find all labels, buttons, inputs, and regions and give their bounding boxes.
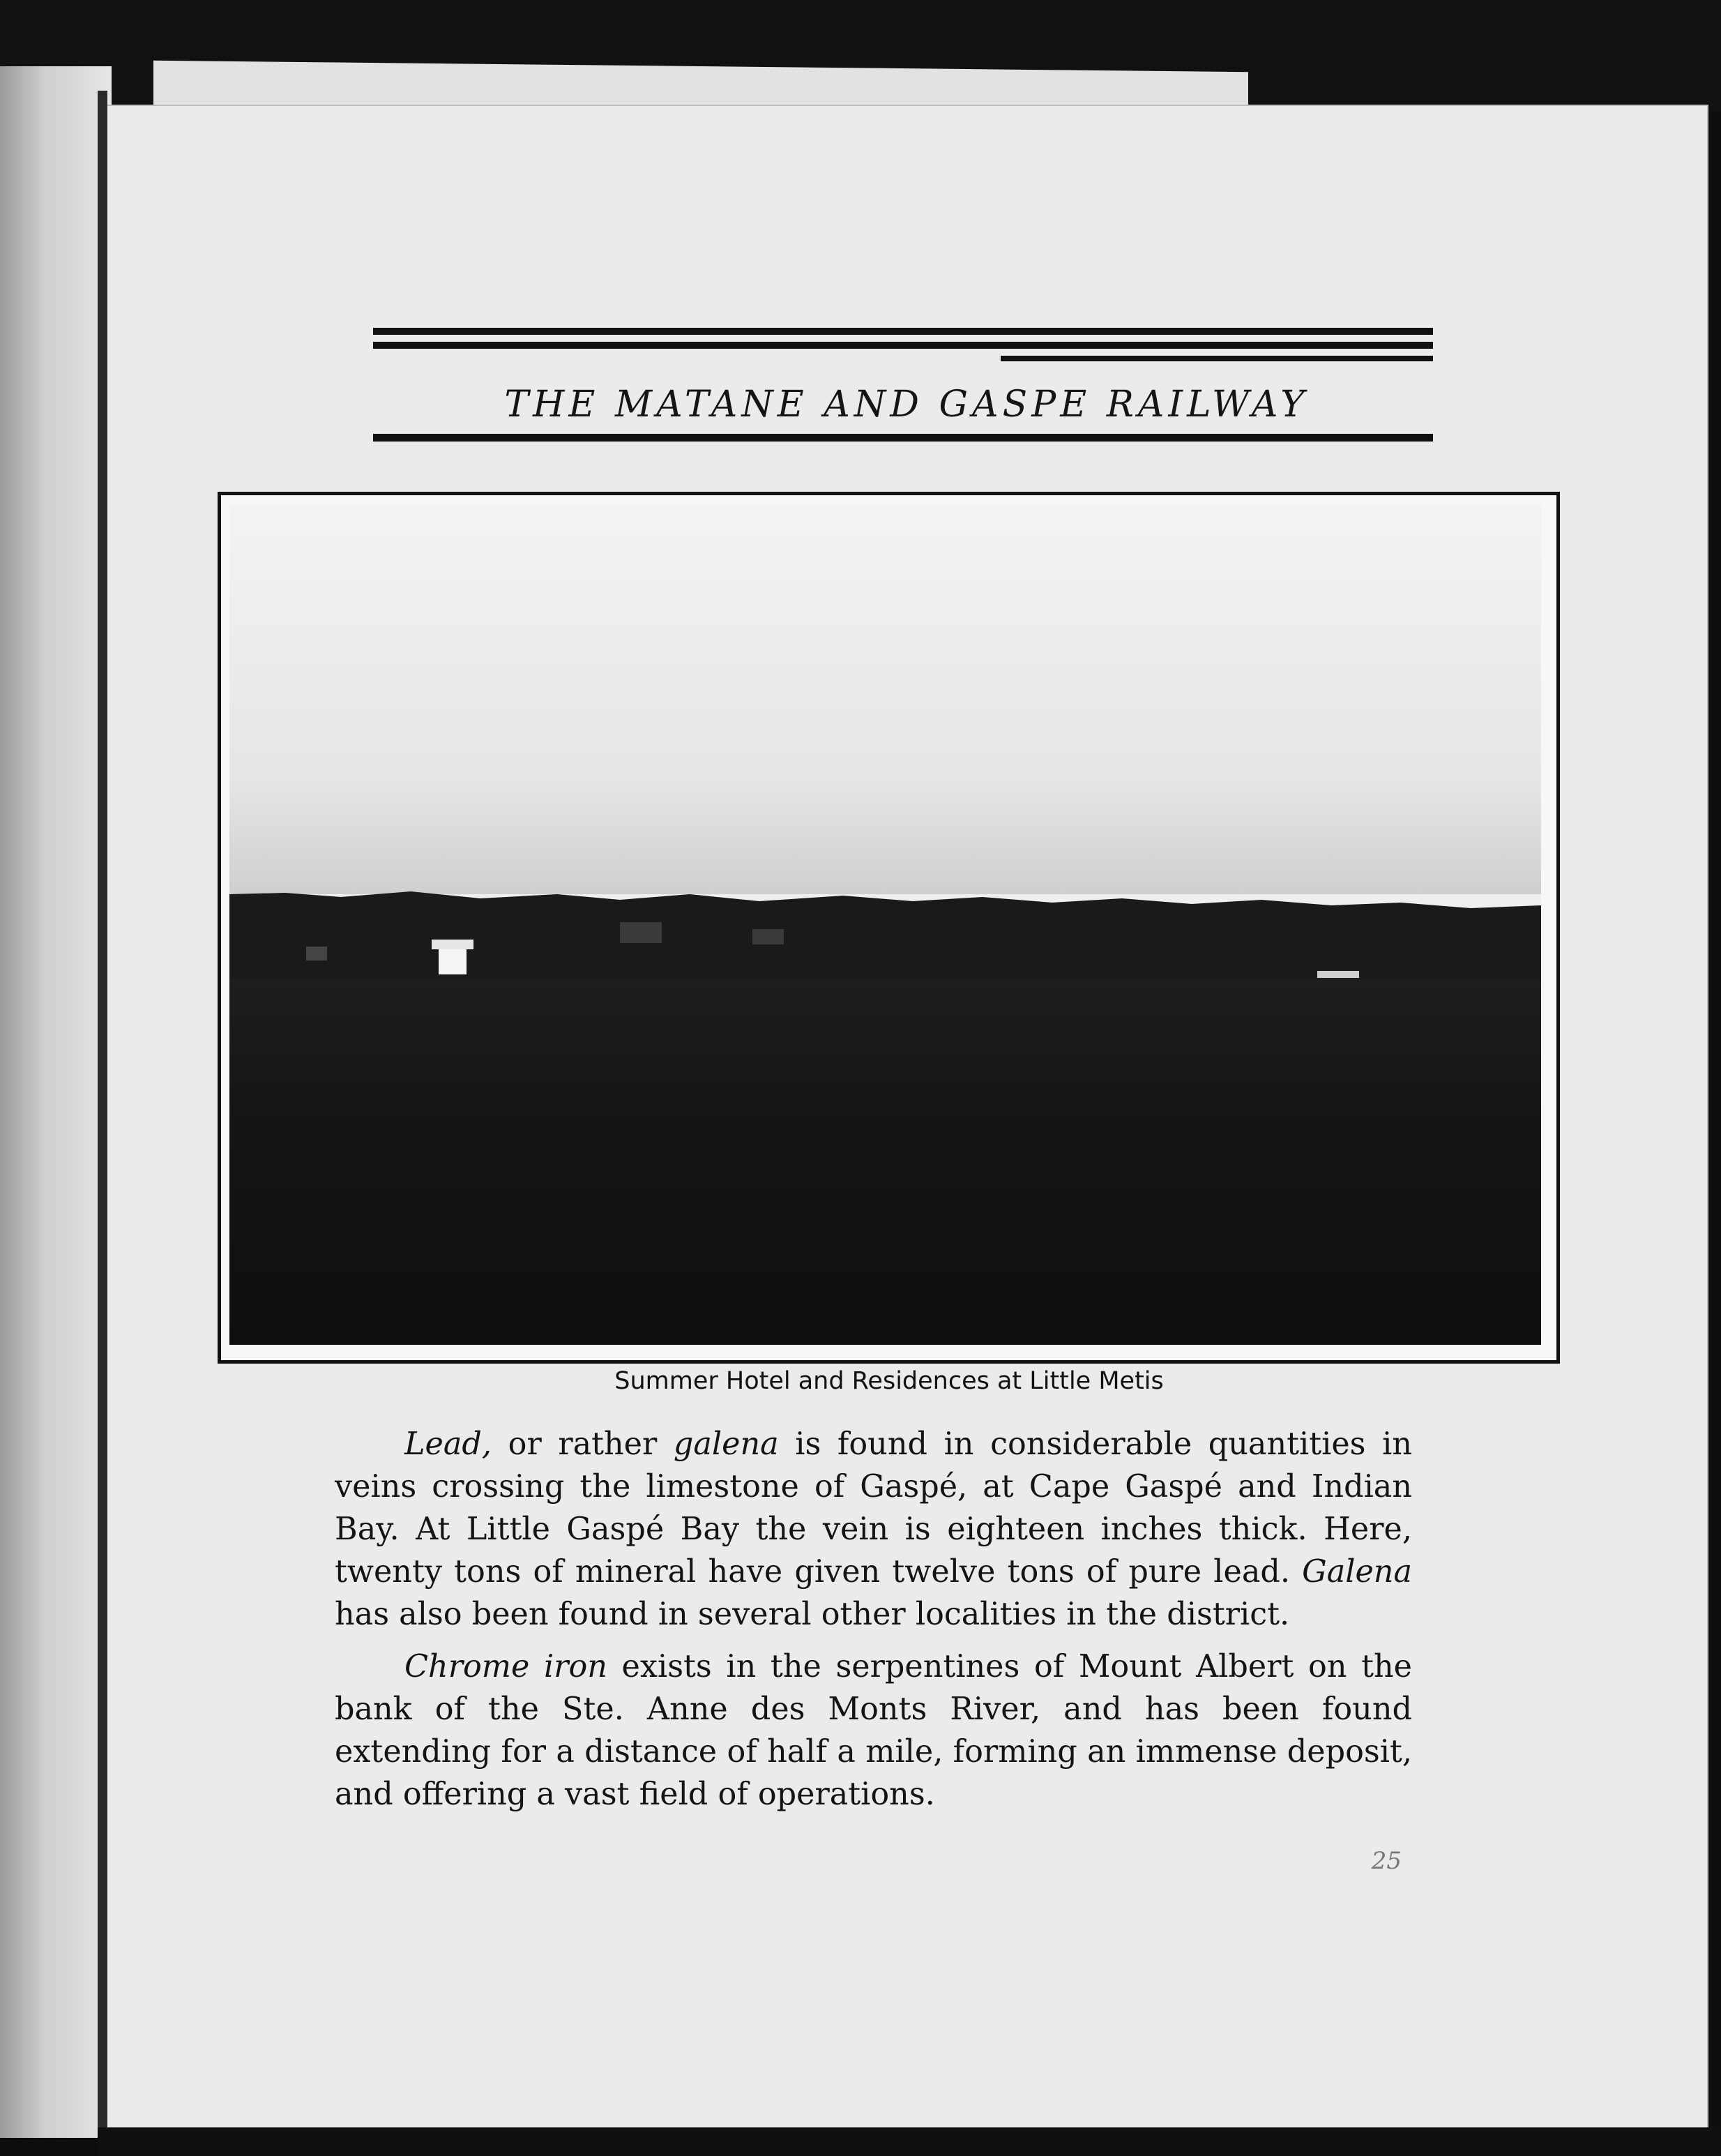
paragraph-lead xyxy=(335,1423,1412,1636)
photo-caption: Summer Hotel and Residences at Little Metis xyxy=(614,1367,1164,1395)
photograph-frame xyxy=(218,492,1560,1364)
text-run: has also been found in several other localities in the district. xyxy=(335,1597,1290,1632)
header-rules xyxy=(373,328,1433,377)
text-run: or rather xyxy=(492,1426,674,1462)
paragraph-chrome-iron xyxy=(335,1645,1412,1816)
emphasis-galena: Galena xyxy=(1302,1554,1412,1590)
photograph xyxy=(229,504,1541,1345)
header-rule xyxy=(373,434,1433,442)
body-text xyxy=(335,1423,1412,1825)
running-head: THE MATANE AND GASPE RAILWAY xyxy=(504,384,1309,425)
text-run: is found in considerable quantities in veins crossing the limestone of Gaspé, at Cape Gaspé and Indian Bay. At Little Gaspé Bay the vein is eighteen inches thick. Here, twenty tons of mineral have given twelve tons of pure lead. xyxy=(335,1426,1413,1590)
emphasis-galena: galena xyxy=(673,1426,779,1462)
text-run: exists in the serpentines of Mount Albert on the bank of the Ste. Anne des Monts River, and has been found extending for a distance of half a mile, forming an immense deposit, and offering a vast field of operations. xyxy=(335,1649,1412,1812)
binding-edge xyxy=(98,91,107,2127)
page-number: 25 xyxy=(1371,1847,1402,1875)
book-binding xyxy=(0,66,112,2138)
emphasis-lead: Lead, xyxy=(404,1426,492,1462)
emphasis-chrome-iron: Chrome iron xyxy=(404,1649,607,1684)
photo-sky xyxy=(229,504,1541,894)
photo-water xyxy=(229,978,1541,1345)
scan-bottom-edge xyxy=(98,2127,1721,2156)
